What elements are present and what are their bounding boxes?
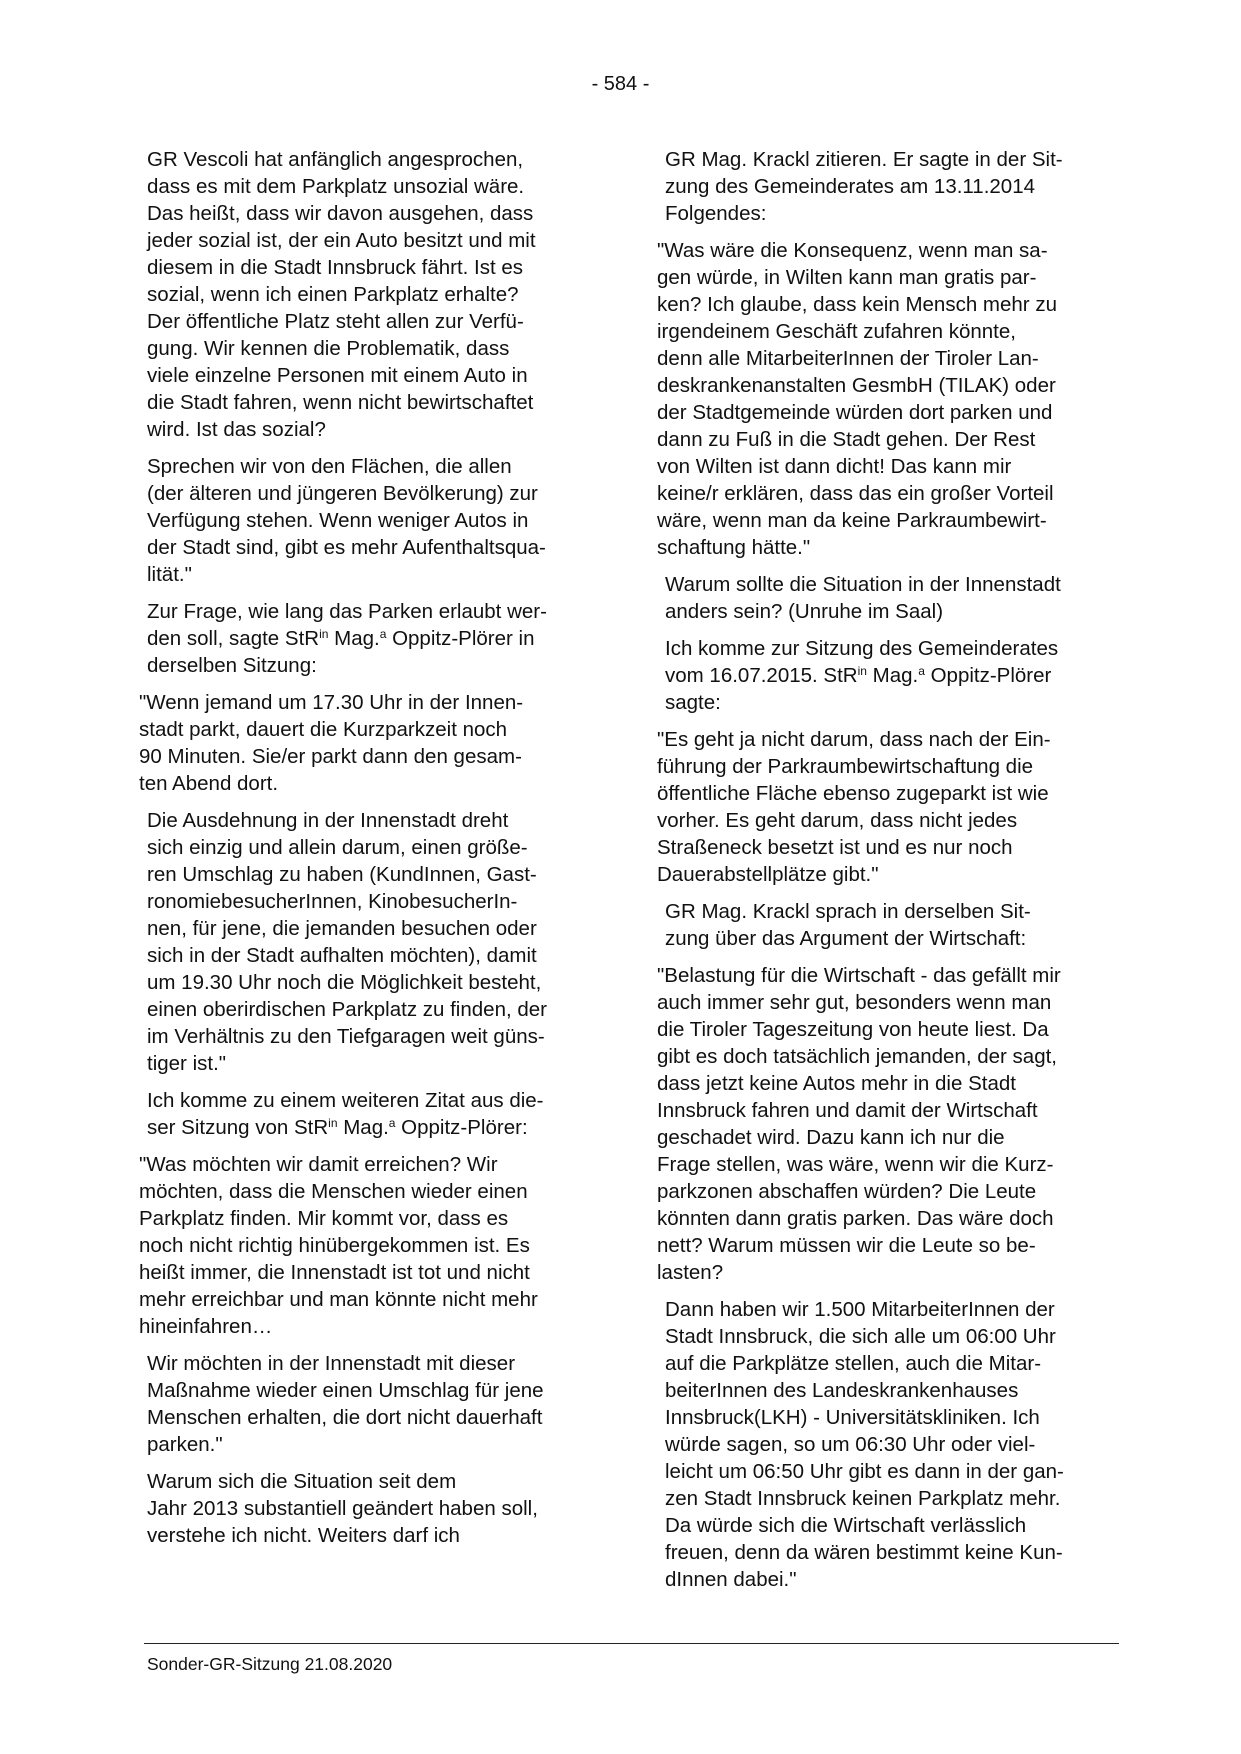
paragraph bbox=[665, 635, 1130, 716]
text-segment: die Tiroler Tageszeitung von heute liest. Da bbox=[657, 1018, 1049, 1041]
text-segment: heißt immer, die Innenstadt ist tot und nicht bbox=[139, 1261, 530, 1284]
text-line bbox=[665, 1458, 1130, 1485]
text-segment: jeder sozial ist, der ein Auto besitzt und mit bbox=[147, 229, 536, 252]
text-segment: zung über das Argument der Wirtschaft: bbox=[665, 927, 1027, 950]
text-segment: könnten dann gratis parken. Das wäre doch bbox=[657, 1207, 1054, 1230]
text-line bbox=[657, 453, 1130, 480]
text-line bbox=[147, 915, 612, 942]
text-segment: GR Mag. Krackl sprach in derselben Sit- bbox=[665, 900, 1031, 923]
text-line bbox=[665, 1404, 1130, 1431]
text-segment: sich in der Stadt aufhalten möchten), damit bbox=[147, 944, 537, 967]
text-line bbox=[657, 1259, 1130, 1286]
text-line bbox=[147, 335, 612, 362]
text-segment: Dann haben wir 1.500 MitarbeiterInnen der bbox=[665, 1298, 1055, 1321]
text-segment: würde sagen, so um 06:30 Uhr oder viel- bbox=[665, 1433, 1036, 1456]
text-segment: Mag. bbox=[328, 627, 380, 650]
text-segment: Mag. bbox=[337, 1116, 389, 1139]
text-segment: Warum sich die Situation seit dem bbox=[147, 1470, 457, 1493]
text-segment: auf die Parkplätze stellen, auch die Mitar- bbox=[665, 1352, 1042, 1375]
text-line bbox=[665, 689, 1130, 716]
text-line bbox=[657, 291, 1130, 318]
text-line bbox=[147, 561, 612, 588]
text-segment: "Wenn jemand um 17.30 Uhr in der Innen- bbox=[139, 691, 524, 714]
text-segment: ronomiebesucherInnen, KinobesucherIn- bbox=[147, 890, 518, 913]
text-segment: Parkplatz finden. Mir kommt vor, dass es bbox=[139, 1207, 509, 1230]
text-segment: keine/r erklären, dass das ein großer Vorteil bbox=[657, 482, 1054, 505]
text-segment: dass jetzt keine Autos mehr in die Stadt bbox=[657, 1072, 1016, 1095]
text-segment: sagte: bbox=[665, 691, 721, 714]
text-line bbox=[139, 1259, 612, 1286]
text-segment: ken? Ich glaube, dass kein Mensch mehr zu bbox=[657, 293, 1057, 316]
text-segment: denn alle MitarbeiterInnen der Tiroler Lan- bbox=[657, 347, 1039, 370]
paragraph bbox=[665, 898, 1130, 952]
text-line bbox=[665, 1539, 1130, 1566]
text-segment: lasten? bbox=[657, 1261, 724, 1284]
text-line bbox=[657, 264, 1130, 291]
text-line bbox=[147, 453, 612, 480]
text-segment: vorher. Es geht darum, dass nicht jedes bbox=[657, 809, 1018, 832]
footer-divider bbox=[144, 1643, 1119, 1644]
quote-paragraph bbox=[657, 237, 1130, 561]
text-segment: "Was wäre die Konsequenz, wenn man sa- bbox=[657, 239, 1048, 262]
text-line bbox=[147, 1522, 612, 1549]
text-line bbox=[657, 345, 1130, 372]
text-segment: verstehe ich nicht. Weiters darf ich bbox=[147, 1524, 460, 1547]
text-line bbox=[147, 861, 612, 888]
text-segment: Wir möchten in der Innenstadt mit dieser bbox=[147, 1352, 516, 1375]
text-line bbox=[665, 1350, 1130, 1377]
text-line bbox=[657, 1178, 1130, 1205]
text-segment: im Verhältnis zu den Tiefgaragen weit güns- bbox=[147, 1025, 545, 1048]
page-number: - 584 - bbox=[591, 73, 650, 95]
text-segment: Frage stellen, was wäre, wenn wir die Kurz- bbox=[657, 1153, 1054, 1176]
text-line bbox=[657, 753, 1130, 780]
text-line bbox=[657, 1070, 1130, 1097]
text-line bbox=[147, 807, 612, 834]
text-line bbox=[657, 861, 1130, 888]
text-segment: Sprechen wir von den Flächen, die allen bbox=[147, 455, 512, 478]
text-line bbox=[665, 1431, 1130, 1458]
text-segment: irgendeinem Geschäft zufahren könnte, bbox=[657, 320, 1016, 343]
text-line bbox=[657, 480, 1130, 507]
text-segment: GR Mag. Krackl zitieren. Er sagte in der Sit- bbox=[665, 148, 1063, 171]
text-segment: "Es geht ja nicht darum, dass nach der Ein- bbox=[657, 728, 1051, 751]
text-segment: Straßeneck besetzt ist und es nur noch bbox=[657, 836, 1013, 859]
text-segment: zung des Gemeinderates am 13.11.2014 bbox=[665, 175, 1036, 198]
text-line bbox=[657, 1232, 1130, 1259]
text-line bbox=[147, 1404, 612, 1431]
text-line bbox=[657, 1097, 1130, 1124]
text-segment: Oppitz-Plörer in bbox=[386, 627, 535, 650]
text-segment: beiterInnen des Landeskrankenhauses bbox=[665, 1379, 1019, 1402]
superscript: in bbox=[328, 1116, 338, 1130]
text-segment: auch immer sehr gut, besonders wenn man bbox=[657, 991, 1052, 1014]
text-line bbox=[147, 534, 612, 561]
text-line bbox=[147, 1468, 612, 1495]
text-line bbox=[665, 1377, 1130, 1404]
text-line bbox=[147, 1350, 612, 1377]
text-segment: anders sein? (Unruhe im Saal) bbox=[665, 600, 944, 623]
text-line bbox=[665, 1323, 1130, 1350]
text-line bbox=[657, 534, 1130, 561]
quote-paragraph bbox=[657, 726, 1130, 888]
text-segment: Menschen erhalten, die dort nicht dauerhaft bbox=[147, 1406, 543, 1429]
text-line bbox=[147, 254, 612, 281]
text-line bbox=[665, 925, 1130, 952]
text-line bbox=[147, 834, 612, 861]
text-segment: dass es mit dem Parkplatz unsozial wäre. bbox=[147, 175, 525, 198]
text-line bbox=[657, 507, 1130, 534]
right-column bbox=[657, 146, 1130, 1603]
text-segment: wird. Ist das sozial? bbox=[147, 418, 326, 441]
text-line bbox=[147, 969, 612, 996]
text-line bbox=[147, 888, 612, 915]
text-line bbox=[147, 1023, 612, 1050]
text-line bbox=[657, 1043, 1130, 1070]
text-segment: Oppitz-Plörer bbox=[924, 664, 1052, 687]
text-segment: der Stadt sind, gibt es mehr Aufenthaltsqua- bbox=[147, 536, 546, 559]
paragraph bbox=[147, 1350, 612, 1458]
text-segment: Der öffentliche Platz steht allen zur Verfü- bbox=[147, 310, 524, 333]
paragraph bbox=[665, 571, 1130, 625]
text-line bbox=[147, 362, 612, 389]
text-line bbox=[139, 1151, 612, 1178]
text-line bbox=[665, 1566, 1130, 1593]
paragraph bbox=[665, 1296, 1130, 1593]
text-segment: GR Vescoli hat anfänglich angesprochen, bbox=[147, 148, 524, 171]
text-segment: nett? Warum müssen wir die Leute so be- bbox=[657, 1234, 1036, 1257]
text-segment: (der älteren und jüngeren Bevölkerung) zur bbox=[147, 482, 538, 505]
text-line bbox=[139, 716, 612, 743]
paragraph bbox=[147, 598, 612, 679]
text-line bbox=[139, 1232, 612, 1259]
text-segment: Mag. bbox=[866, 664, 919, 687]
text-line bbox=[139, 689, 612, 716]
text-segment: geschadet wird. Dazu kann ich nur die bbox=[657, 1126, 1005, 1149]
text-segment: tiger ist." bbox=[147, 1052, 227, 1075]
text-line bbox=[665, 173, 1130, 200]
text-line bbox=[147, 308, 612, 335]
paragraph bbox=[665, 146, 1130, 227]
superscript: a bbox=[388, 1116, 396, 1130]
paragraph bbox=[147, 1468, 612, 1549]
text-segment: leicht um 06:50 Uhr gibt es dann in der gan- bbox=[665, 1460, 1064, 1483]
text-segment: freuen, denn da wären bestimmt keine Kun- bbox=[665, 1541, 1063, 1564]
text-line bbox=[147, 389, 612, 416]
footer-text: Sonder-GR-Sitzung 21.08.2020 bbox=[147, 1654, 393, 1674]
text-line bbox=[147, 416, 612, 443]
text-line bbox=[657, 372, 1130, 399]
quote-paragraph bbox=[139, 689, 612, 797]
text-segment: Ich komme zur Sitzung des Gemeinderates bbox=[665, 637, 1059, 660]
superscript: in bbox=[857, 664, 867, 678]
text-segment: parkzonen abschaffen würden? Die Leute bbox=[657, 1180, 1037, 1203]
text-line bbox=[147, 942, 612, 969]
text-line bbox=[665, 1485, 1130, 1512]
text-segment: mehr erreichbar und man könnte nicht mehr bbox=[139, 1288, 538, 1311]
text-line bbox=[147, 1495, 612, 1522]
text-line bbox=[147, 598, 612, 625]
text-line bbox=[139, 743, 612, 770]
text-segment: diesem in die Stadt Innsbruck fährt. Ist es bbox=[147, 256, 524, 279]
text-segment: viele einzelne Personen mit einem Auto in bbox=[147, 364, 528, 387]
text-segment: "Was möchten wir damit erreichen? Wir bbox=[139, 1153, 498, 1176]
text-line bbox=[147, 1431, 612, 1458]
text-line bbox=[657, 426, 1130, 453]
text-line bbox=[139, 770, 612, 797]
text-line bbox=[665, 635, 1130, 662]
text-segment: öffentliche Fläche ebenso zugeparkt ist wie bbox=[657, 782, 1049, 805]
text-segment: sich einzig und allein darum, einen größe- bbox=[147, 836, 528, 859]
text-line bbox=[147, 173, 612, 200]
text-segment: vom 16.07.2015. StR bbox=[665, 664, 858, 687]
superscript: a bbox=[379, 627, 387, 641]
text-segment: Maßnahme wieder einen Umschlag für jene bbox=[147, 1379, 544, 1402]
text-line bbox=[139, 1178, 612, 1205]
text-line bbox=[665, 898, 1130, 925]
text-segment: derselben Sitzung: bbox=[147, 654, 317, 677]
text-line bbox=[657, 726, 1130, 753]
text-line bbox=[147, 625, 612, 652]
left-column bbox=[139, 146, 612, 1559]
paragraph bbox=[147, 807, 612, 1077]
text-segment: Zur Frage, wie lang das Parken erlaubt wer- bbox=[147, 600, 547, 623]
text-segment: Folgendes: bbox=[665, 202, 767, 225]
paragraph bbox=[147, 453, 612, 588]
text-segment: Ich komme zu einem weiteren Zitat aus die- bbox=[147, 1089, 544, 1112]
text-line bbox=[139, 1286, 612, 1313]
text-line bbox=[657, 1124, 1130, 1151]
text-segment: "Belastung für die Wirtschaft - das gefällt mir bbox=[657, 964, 1061, 987]
text-segment: schaftung hätte." bbox=[657, 536, 811, 559]
text-segment: Innsbruck(LKH) - Universitätskliniken. Ich bbox=[665, 1406, 1040, 1429]
text-line bbox=[665, 146, 1130, 173]
text-segment: Verfügung stehen. Wenn weniger Autos in bbox=[147, 509, 529, 532]
text-segment: Stadt Innsbruck, die sich alle um 06:00 Uhr bbox=[665, 1325, 1056, 1348]
text-line bbox=[657, 807, 1130, 834]
paragraph bbox=[147, 1087, 612, 1141]
text-segment: Die Ausdehnung in der Innenstadt dreht bbox=[147, 809, 509, 832]
text-line bbox=[657, 989, 1130, 1016]
text-segment: Das heißt, dass wir davon ausgehen, dass bbox=[147, 202, 534, 225]
text-segment: Warum sollte die Situation in der Innenstadt bbox=[665, 573, 1061, 596]
text-line bbox=[665, 571, 1130, 598]
text-segment: von Wilten ist dann dicht! Das kann mir bbox=[657, 455, 1012, 478]
text-segment: einen oberirdischen Parkplatz zu finden, der bbox=[147, 998, 547, 1021]
text-segment: sozial, wenn ich einen Parkplatz erhalte? bbox=[147, 283, 519, 306]
text-line bbox=[147, 146, 612, 173]
text-line bbox=[657, 780, 1130, 807]
text-segment: gen würde, in Wilten kann man gratis par- bbox=[657, 266, 1037, 289]
text-segment: gibt es doch tatsächlich jemanden, der sagt, bbox=[657, 1045, 1057, 1068]
text-segment: ser Sitzung von StR bbox=[147, 1116, 329, 1139]
text-line bbox=[147, 200, 612, 227]
text-segment: deskrankenanstalten GesmbH (TILAK) oder bbox=[657, 374, 1056, 397]
text-line bbox=[657, 1205, 1130, 1232]
quote-paragraph bbox=[657, 962, 1130, 1286]
text-segment: zen Stadt Innsbruck keinen Parkplatz mehr. bbox=[665, 1487, 1061, 1510]
text-segment: parken." bbox=[147, 1433, 223, 1456]
text-segment: Dauerabstellplätze gibt." bbox=[657, 863, 879, 886]
text-segment: ten Abend dort. bbox=[139, 772, 279, 795]
text-segment: dann zu Fuß in die Stadt gehen. Der Rest bbox=[657, 428, 1036, 451]
text-line bbox=[665, 598, 1130, 625]
text-segment: gung. Wir kennen die Problematik, dass bbox=[147, 337, 510, 360]
text-line bbox=[147, 227, 612, 254]
text-line bbox=[147, 1087, 612, 1114]
text-segment: ren Umschlag zu haben (KundInnen, Gast- bbox=[147, 863, 537, 886]
text-line bbox=[665, 1512, 1130, 1539]
superscript: a bbox=[918, 664, 925, 678]
superscript: in bbox=[319, 627, 329, 641]
text-line bbox=[147, 652, 612, 679]
text-line bbox=[139, 1313, 612, 1340]
text-line bbox=[665, 662, 1130, 689]
text-segment: möchten, dass die Menschen wieder einen bbox=[139, 1180, 528, 1203]
text-line bbox=[147, 281, 612, 308]
text-line bbox=[147, 1114, 612, 1141]
text-segment: wäre, wenn man da keine Parkraumbewirt- bbox=[657, 509, 1047, 532]
text-segment: noch nicht richtig hinübergekommen ist. Es bbox=[139, 1234, 530, 1257]
text-segment: hineinfahren… bbox=[139, 1315, 273, 1338]
quote-paragraph bbox=[139, 1151, 612, 1340]
text-segment: 90 Minuten. Sie/er parkt dann den gesam- bbox=[139, 745, 522, 768]
text-segment: Jahr 2013 substantiell geändert haben soll, bbox=[147, 1497, 538, 1520]
text-line bbox=[147, 1050, 612, 1077]
text-line bbox=[657, 1151, 1130, 1178]
text-segment: nen, für jene, die jemanden besuchen oder bbox=[147, 917, 537, 940]
paragraph bbox=[147, 146, 612, 443]
text-segment: lität." bbox=[147, 563, 192, 586]
text-segment: um 19.30 Uhr noch die Möglichkeit besteht, bbox=[147, 971, 542, 994]
text-line bbox=[657, 318, 1130, 345]
text-segment: Innsbruck fahren und damit der Wirtschaft bbox=[657, 1099, 1038, 1122]
text-line bbox=[657, 399, 1130, 426]
text-line bbox=[665, 200, 1130, 227]
text-line bbox=[657, 237, 1130, 264]
text-segment: dInnen dabei." bbox=[665, 1568, 797, 1591]
text-segment: Da würde sich die Wirtschaft verlässlich bbox=[665, 1514, 1027, 1537]
text-line bbox=[147, 1377, 612, 1404]
text-line bbox=[657, 1016, 1130, 1043]
text-line bbox=[657, 962, 1130, 989]
text-segment: stadt parkt, dauert die Kurzparkzeit noch bbox=[139, 718, 508, 741]
text-segment: führung der Parkraumbewirtschaftung die bbox=[657, 755, 1034, 778]
text-segment: Oppitz-Plörer: bbox=[395, 1116, 528, 1139]
text-segment: der Stadtgemeinde würden dort parken und bbox=[657, 401, 1053, 424]
text-line bbox=[147, 480, 612, 507]
text-line bbox=[139, 1205, 612, 1232]
text-line bbox=[147, 996, 612, 1023]
text-line bbox=[657, 834, 1130, 861]
text-line bbox=[665, 1296, 1130, 1323]
text-segment: den soll, sagte StR bbox=[147, 627, 320, 650]
text-segment: die Stadt fahren, wenn nicht bewirtschaftet bbox=[147, 391, 534, 414]
text-line bbox=[147, 507, 612, 534]
